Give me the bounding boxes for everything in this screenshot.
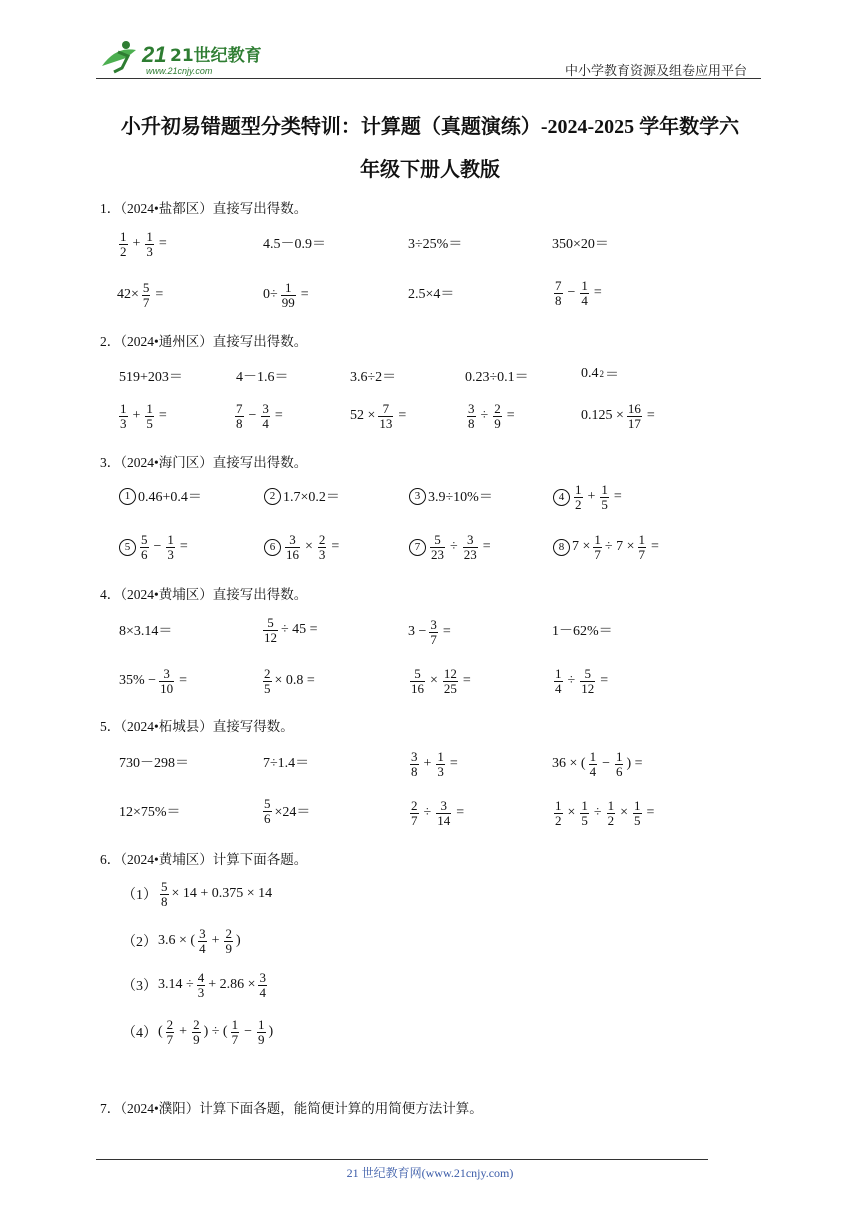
footer-link[interactable]: 21 世纪教育网(www.21cnjy.com): [346, 1166, 514, 1180]
q6-part-3: （3） 3.14 ÷ $\frac{4}{3}$ + 2.86 × $\frac{3}{4}$: [122, 970, 266, 1000]
q2-item-7: $\frac{7}{8}$ − $\frac{3}{4}$ =: [236, 401, 283, 431]
q3-item-5: 5 $\frac{5}{6}$ − $\frac{1}{3}$ =: [119, 533, 190, 561]
svg-text:www.21cnjy.com: www.21cnjy.com: [146, 66, 213, 76]
q4-item-7: $\frac{5}{16}$ × $\frac{12}{25}$ =: [411, 666, 471, 696]
q5-item-5: 12×75%＝: [119, 805, 181, 820]
question-1-heading: 1．（2024•盐都区）直接写出得数。: [100, 201, 308, 216]
q5-item-3: $\frac{3}{8}$ + $\frac{1}{3}$ =: [411, 749, 458, 779]
question-3-heading: 3．（2024•海门区）直接写出得数。: [100, 455, 308, 470]
q6-part-1: （1） $\frac{5}{8}$ × 14 + 0.375 × 14: [122, 879, 273, 909]
q1-item-2: 4.5－0.9＝: [263, 237, 326, 252]
question-6-heading: 6．（2024•黄埔区）计算下面各题。: [100, 852, 308, 867]
q4-item-1: 8×3.14＝: [119, 624, 173, 639]
q2-item-9: $\frac{3}{8}$ ÷ $\frac{2}{9}$ =: [468, 401, 515, 431]
q1-item-5: 42× $\frac{5}{7}$ =: [117, 280, 164, 310]
q1-item-7: 2.5×4＝: [408, 287, 455, 302]
q4-item-4: 1－62%＝: [552, 624, 613, 639]
q2-item-3: 3.6÷2＝: [350, 370, 397, 385]
platform-name: 中小学教育资源及组卷应用平台: [565, 63, 748, 78]
page-title-line2: 年级下册人教版: [360, 159, 500, 181]
q1-item-8: $\frac{7}{8}$ − $\frac{1}{4}$ =: [555, 278, 602, 308]
q4-item-6: $\frac{2}{5}$ × 0.8 =: [264, 666, 315, 696]
q1-item-4: 350×20＝: [552, 237, 609, 252]
q3-item-2: 2 1.7×0.2＝: [264, 486, 340, 506]
q5-item-8: $\frac{1}{2}$ × $\frac{1}{5}$ ÷ $\frac{1}{2}$ × $\frac{1}{5}$ =: [555, 798, 655, 828]
svg-text:21: 21: [142, 42, 167, 67]
q3-item-7: 7 $\frac{5}{23}$ ÷ $\frac{3}{23}$ =: [409, 533, 493, 561]
q5-item-2: 7÷1.4＝: [263, 756, 310, 771]
q3-item-8: 8 7 × $\frac{1}{7}$ ÷ 7 × $\frac{1}{7}$ =: [553, 533, 661, 561]
q3-item-4: 4 $\frac{1}{2}$ + $\frac{1}{5}$ =: [553, 483, 624, 511]
header-divider: [96, 78, 761, 79]
q2-item-2: 4－1.6＝: [236, 370, 289, 385]
q1-item-1: $\frac{1}{2}$ + $\frac{1}{3}$ =: [120, 229, 167, 259]
site-logo: [96, 36, 266, 78]
q5-item-7: $\frac{2}{7}$ ÷ $\frac{3}{14}$ =: [411, 798, 465, 828]
q3-item-1: 1 0.46+0.4＝: [119, 486, 202, 506]
q6-part-4: （4） ( $\frac{2}{7}$ + $\frac{2}{9}$ ) ÷ ( $\frac{1}{7}$ − $\frac{1}{9}$ ): [122, 1017, 274, 1047]
question-7-heading: 7．（2024•濮阳）计算下面各题，能简便计算的用简便方法计算。: [100, 1101, 483, 1116]
q4-item-8: $\frac{1}{4}$ ÷ $\frac{5}{12}$ =: [555, 666, 609, 696]
q1-item-6: 0÷ $\frac{1}{99}$ =: [263, 280, 309, 310]
q2-item-10: 0.125 × $\frac{16}{17}$ =: [581, 401, 655, 431]
q5-item-4: 36 × ( $\frac{1}{4}$ − $\frac{1}{6}$ ) =: [552, 749, 643, 779]
q2-item-4: 0.23÷0.1＝: [465, 370, 529, 385]
question-5-heading: 5．（2024•柘城县）直接写得数。: [100, 719, 294, 734]
page-title-line1: 小升初易错题型分类特训：计算题（真题演练）-2024-2025 学年数学六: [120, 116, 740, 138]
q4-item-2: $\frac{5}{12}$ ÷ 45 =: [264, 615, 318, 645]
q6-part-2: （2） 3.6 × ( $\frac{3}{4}$ + $\frac{2}{9}$ ): [122, 926, 241, 956]
q2-item-1: 519+203＝: [119, 370, 183, 385]
q5-item-6: $\frac{5}{6}$ ×24＝: [264, 796, 311, 826]
q4-item-5: 35% − $\frac{3}{10}$ =: [119, 666, 187, 696]
question-2-heading: 2．（2024•通州区）直接写出得数。: [100, 334, 308, 349]
q2-item-8: 52 × $\frac{7}{13}$ =: [350, 401, 407, 431]
q4-item-3: 3 − $\frac{3}{7}$ =: [408, 617, 451, 647]
footer-divider: [96, 1159, 708, 1160]
q3-item-6: 6 $\frac{3}{16}$ × $\frac{2}{3}$ =: [264, 533, 341, 561]
q3-item-3: 3 3.9÷10%＝: [409, 486, 493, 506]
question-4-heading: 4．（2024•黄埔区）直接写出得数。: [100, 587, 308, 602]
svg-text:21世纪教育: 21世纪教育: [170, 46, 262, 66]
q2-item-5: 0.4 2 ＝: [581, 366, 619, 383]
q5-item-1: 730－298＝: [119, 756, 189, 771]
q1-item-3: 3÷25%＝: [408, 237, 463, 252]
q2-item-6: $\frac{1}{3}$ + $\frac{1}{5}$ =: [120, 401, 167, 431]
